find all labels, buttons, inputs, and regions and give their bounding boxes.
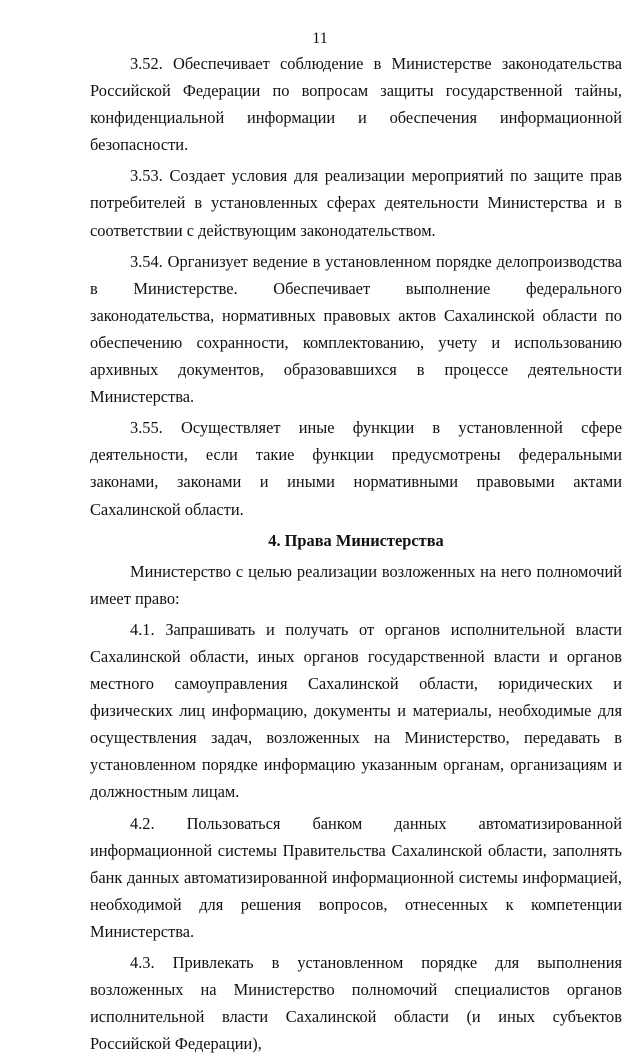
- paragraph-3-55: 3.55. Осуществляет иные функции в установленной сфере деятельности, если такие функции предусмотрены федеральными законами, законами и иными нормативными правовыми актами Сахалинской области.: [90, 418, 622, 519]
- paragraph-4-2: 4.2. Пользоваться банком данных автоматизированной информационной системы Правительства Сахалинской области, заполнять банк данных автоматизированной информационной системы информацией, необходимой для решения вопросов, отнесенных к компетенции Министерства.: [90, 813, 622, 941]
- section-intro: Министерство с целью реализации возложенных на него полномочий имеет право:: [90, 561, 622, 608]
- page-number: 11: [312, 30, 328, 47]
- paragraph-3-53: 3.53. Создает условия для реализации мероприятий по защите прав потребителей в установленных сферах деятельности Министерства и в соответствии с действующим законодательством.: [90, 166, 622, 240]
- paragraph-4-3: 4.3. Привлекать в установленном порядке для выполнения возложенных на Министерство полномочий специалистов органов исполнительной власти Сахалинской области (и иных субъектов Российской Федерации),: [90, 953, 622, 1054]
- document-body: [90, 50, 622, 1061]
- paragraph-4-1: 4.1. Запрашивать и получать от органов исполнительной власти Сахалинской области, иных органов государственной власти и органов местного самоуправления Сахалинской области, юридических и физических лиц информацию, документы и материалы, необходимые для осуществления задач, возложенных на Министерство, передавать в установленном порядке информацию указанным органам, организациям и должностным лицам.: [90, 619, 622, 802]
- paragraph-3-54: 3.54. Организует ведение в установленном порядке делопроизводства в Министерстве. Обеспечивает выполнение федерального законодательства, нормативных правовых актов Сахалинской области по обеспечению сохранности, комплектованию, учету и использованию архивных документов, образовавшихся в процессе деятельности Министерства.: [90, 251, 622, 407]
- section-heading: 4. Права Министерства: [268, 530, 444, 550]
- paragraph-3-52: 3.52. Обеспечивает соблюдение в Министерстве законодательства Российской Федерации по вопросам защиты государственной тайны, конфиденциальной информации и обеспечения информационной безопасности.: [90, 54, 622, 155]
